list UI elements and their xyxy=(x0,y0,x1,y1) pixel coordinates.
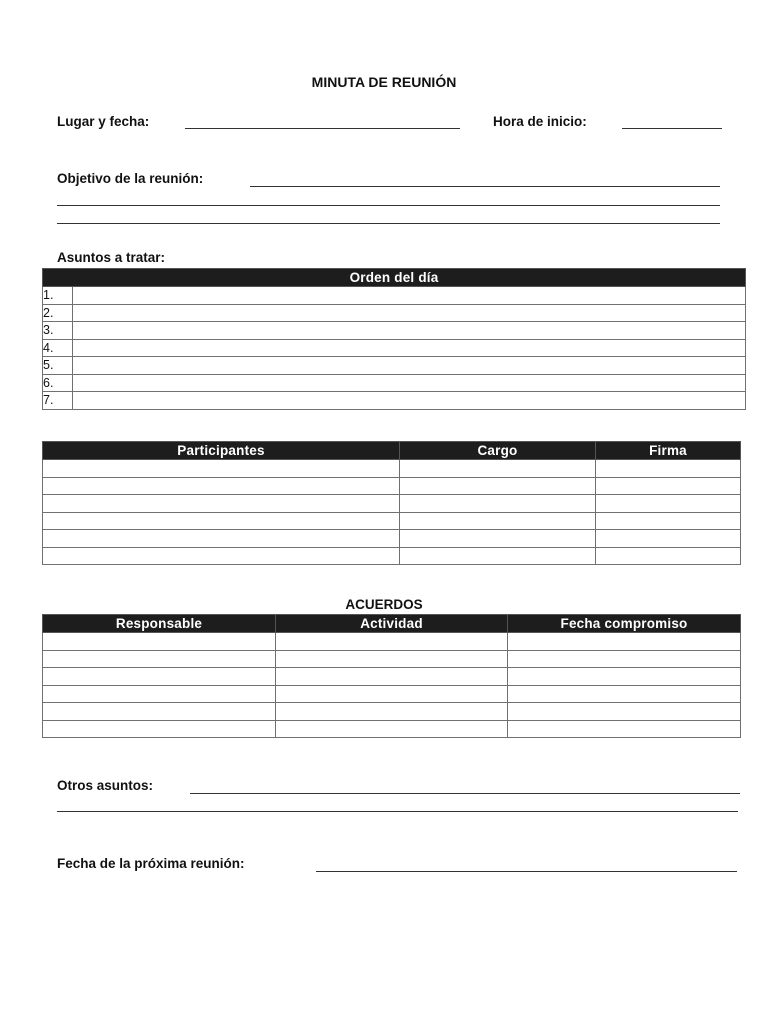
agenda-item-cell[interactable] xyxy=(73,374,746,392)
agenda-item-cell[interactable] xyxy=(73,392,746,410)
cargo-cell[interactable] xyxy=(400,477,596,495)
firma-header: Firma xyxy=(596,442,741,460)
cargo-header: Cargo xyxy=(400,442,596,460)
participant-cell[interactable] xyxy=(43,512,400,530)
otros-asuntos-label: Otros asuntos: xyxy=(57,778,154,793)
fecha-compromiso-cell[interactable] xyxy=(508,703,741,721)
lugar-fecha-line[interactable] xyxy=(185,128,460,129)
actividad-cell[interactable] xyxy=(276,633,508,651)
objetivo-label: Objetivo de la reunión: xyxy=(57,171,204,186)
firma-cell[interactable] xyxy=(596,530,741,548)
cargo-cell[interactable] xyxy=(400,530,596,548)
responsable-cell[interactable] xyxy=(43,633,276,651)
agenda-item-number: 2. xyxy=(43,304,73,322)
cargo-cell[interactable] xyxy=(400,547,596,565)
agenda-row[interactable] xyxy=(43,287,746,305)
objetivo-line-1[interactable] xyxy=(250,186,720,187)
responsable-cell[interactable] xyxy=(43,685,276,703)
agenda-item-cell[interactable] xyxy=(73,304,746,322)
agenda-table xyxy=(42,268,746,410)
fecha-compromiso-cell[interactable] xyxy=(508,633,741,651)
participant-row[interactable] xyxy=(43,477,741,495)
agenda-row[interactable] xyxy=(43,322,746,340)
actividad-cell[interactable] xyxy=(276,668,508,686)
participant-cell[interactable] xyxy=(43,547,400,565)
agenda-item-cell[interactable] xyxy=(73,287,746,305)
agreement-row[interactable] xyxy=(43,703,741,721)
agenda-item-number: 5. xyxy=(43,357,73,375)
agenda-row[interactable] xyxy=(43,339,746,357)
fecha-compromiso-header: Fecha compromiso xyxy=(508,615,741,633)
agenda-item-cell[interactable] xyxy=(73,322,746,340)
objetivo-line-2[interactable] xyxy=(57,205,720,206)
proxima-reunion-label: Fecha de la próxima reunión: xyxy=(57,856,245,871)
cargo-cell[interactable] xyxy=(400,512,596,530)
firma-cell[interactable] xyxy=(596,512,741,530)
lugar-fecha-label: Lugar y fecha: xyxy=(57,114,150,129)
asuntos-label: Asuntos a tratar: xyxy=(57,250,166,265)
agreement-row[interactable] xyxy=(43,650,741,668)
actividad-cell[interactable] xyxy=(276,650,508,668)
cargo-cell[interactable] xyxy=(400,460,596,478)
responsable-cell[interactable] xyxy=(43,720,276,738)
participant-cell[interactable] xyxy=(43,530,400,548)
actividad-header: Actividad xyxy=(276,615,508,633)
participant-row[interactable] xyxy=(43,547,741,565)
actividad-cell[interactable] xyxy=(276,703,508,721)
document-title: MINUTA DE REUNIÓN xyxy=(311,74,457,90)
firma-cell[interactable] xyxy=(596,477,741,495)
participant-row[interactable] xyxy=(43,512,741,530)
proxima-reunion-line[interactable] xyxy=(316,871,737,872)
hora-inicio-label: Hora de inicio: xyxy=(493,114,587,129)
agreement-row[interactable] xyxy=(43,633,741,651)
agenda-item-number: 1. xyxy=(43,287,73,305)
agenda-row[interactable] xyxy=(43,357,746,375)
participant-row[interactable] xyxy=(43,460,741,478)
responsable-header: Responsable xyxy=(43,615,276,633)
agenda-row[interactable] xyxy=(43,374,746,392)
hora-inicio-line[interactable] xyxy=(622,128,722,129)
agenda-item-number: 6. xyxy=(43,374,73,392)
agenda-row[interactable] xyxy=(43,304,746,322)
fecha-compromiso-cell[interactable] xyxy=(508,685,741,703)
responsable-cell[interactable] xyxy=(43,668,276,686)
firma-cell[interactable] xyxy=(596,460,741,478)
fecha-compromiso-cell[interactable] xyxy=(508,650,741,668)
agenda-item-number: 3. xyxy=(43,322,73,340)
participant-row[interactable] xyxy=(43,495,741,513)
agreement-row[interactable] xyxy=(43,720,741,738)
firma-cell[interactable] xyxy=(596,495,741,513)
participant-cell[interactable] xyxy=(43,477,400,495)
agenda-item-cell[interactable] xyxy=(73,339,746,357)
agreement-row[interactable] xyxy=(43,685,741,703)
fecha-compromiso-cell[interactable] xyxy=(508,720,741,738)
actividad-cell[interactable] xyxy=(276,685,508,703)
objetivo-line-3[interactable] xyxy=(57,223,720,224)
acuerdos-title: ACUERDOS xyxy=(345,597,423,612)
participant-cell[interactable] xyxy=(43,460,400,478)
agenda-item-number: 7. xyxy=(43,392,73,410)
responsable-cell[interactable] xyxy=(43,650,276,668)
participants-header: Participantes xyxy=(43,442,400,460)
otros-asuntos-line-2[interactable] xyxy=(57,811,738,812)
cargo-cell[interactable] xyxy=(400,495,596,513)
agenda-header: Orden del día xyxy=(43,269,746,287)
agreement-row[interactable] xyxy=(43,668,741,686)
participants-table xyxy=(42,441,741,565)
agenda-item-number: 4. xyxy=(43,339,73,357)
participant-row[interactable] xyxy=(43,530,741,548)
participant-cell[interactable] xyxy=(43,495,400,513)
agenda-item-cell[interactable] xyxy=(73,357,746,375)
otros-asuntos-line-1[interactable] xyxy=(190,793,740,794)
agenda-row[interactable] xyxy=(43,392,746,410)
fecha-compromiso-cell[interactable] xyxy=(508,668,741,686)
firma-cell[interactable] xyxy=(596,547,741,565)
actividad-cell[interactable] xyxy=(276,720,508,738)
responsable-cell[interactable] xyxy=(43,703,276,721)
agreements-table xyxy=(42,614,741,738)
